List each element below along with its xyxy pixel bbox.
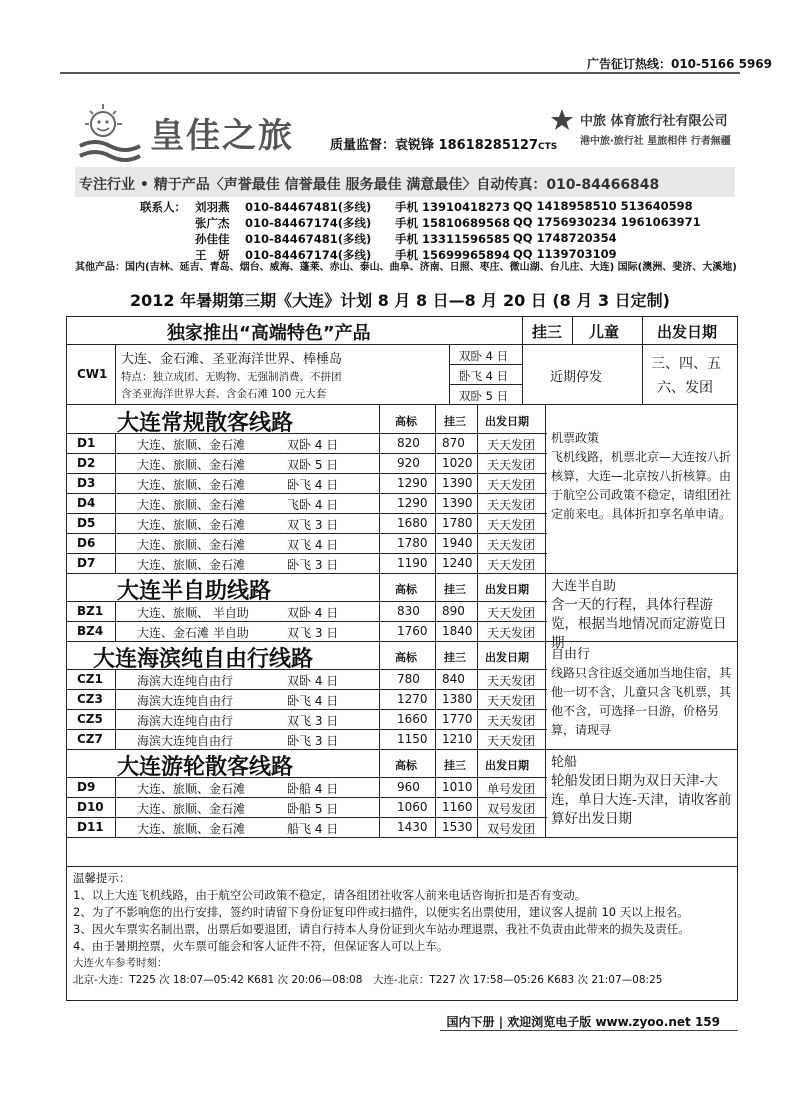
contact-tel: 010-84467481(多线) [245, 232, 372, 246]
contact-name: 孙佳佳 [195, 232, 230, 246]
row-divider [67, 473, 547, 474]
row-guasan: 870 [442, 436, 465, 450]
col-header-date: 出发日期 [485, 583, 529, 596]
row-code: D5 [77, 516, 96, 530]
row-divider [67, 533, 547, 534]
col-divider [115, 669, 116, 689]
section-note: 飞机线路，机票北京—大连按八折核算，大连—北京按八折核算。由于航空公司政策不稳定，请组团社定前来电。具体折扣享名单申请。 [551, 450, 732, 521]
row-route: 大连、旅顺、金石滩 [137, 782, 246, 796]
page-title: 2012 年暑期第三期《大连》计划 8 月 8 日—8 月 20 日 (8 月 3 日定制) [130, 291, 670, 310]
row-high: 1760 [397, 624, 428, 638]
tip-item: 3、因火车票实名制出票，出票后如要退团，请自行持本人身份证到火车站办理退票，我社不负责由此带来的损失及责任。 [73, 922, 690, 936]
col-divider [115, 729, 116, 749]
exclusive-option: 双卧 4 日 [459, 349, 509, 363]
row-code: CZ5 [77, 712, 103, 726]
contact-mobile: 手机 13910418273 [395, 200, 511, 214]
row-route: 大连、金石滩 半自助 [137, 626, 249, 640]
contact-qq: QQ 1139703109 [513, 247, 617, 261]
exclusive-code: CW1 [77, 367, 108, 381]
col-divider [435, 689, 436, 709]
row-divider [67, 689, 547, 690]
exclusive-col-guasan: 挂三 [532, 323, 563, 341]
row-date: 天天发团 [487, 606, 536, 620]
row-high: 960 [397, 780, 420, 794]
page-footer: 国内下册 | 欢迎浏览电子版 www.zyoo.net 159 [446, 1015, 720, 1029]
row-date: 天天发团 [487, 558, 536, 572]
row-high: 1270 [397, 692, 428, 706]
row-date: 天天发团 [487, 714, 536, 728]
col-header-date: 出发日期 [485, 651, 529, 664]
row-guasan: 1010 [442, 780, 473, 794]
col-divider [435, 729, 436, 749]
row-mode: 卧飞 3 日 [287, 734, 339, 748]
row-date: 天天发团 [487, 734, 536, 748]
col-divider [379, 621, 380, 641]
row-divider [67, 729, 547, 730]
contact-mobile: 手机 15810689568 [395, 216, 511, 230]
row-high: 1060 [397, 800, 428, 814]
exclusive-option: 双卧 5 日 [459, 389, 509, 403]
row-route: 大连、旅顺、金石滩 [137, 518, 246, 532]
row-divider [67, 669, 547, 670]
exclusive-includes: 含圣亚海洋世界大套、含金石滩 100 元大套 [121, 388, 327, 400]
col-divider [545, 749, 546, 837]
row-guasan: 1840 [442, 624, 473, 638]
col-divider [449, 344, 450, 404]
row-divider [67, 709, 547, 710]
col-divider [115, 621, 116, 641]
col-divider [477, 453, 478, 473]
col-divider [379, 797, 380, 817]
row-route: 大连、旅顺、金石滩 [137, 802, 246, 816]
row-date: 天天发团 [487, 538, 536, 552]
row-code: D2 [77, 456, 96, 470]
row-divider [67, 433, 547, 434]
col-divider [379, 433, 380, 453]
col-divider [477, 669, 478, 689]
col-divider [435, 453, 436, 473]
row-date: 双号发团 [487, 802, 536, 816]
company-name: 中旅 体育旅行社有限公司 [580, 114, 728, 129]
row-date: 天天发团 [487, 478, 536, 492]
section-title: 大连游轮散客线路 [117, 755, 294, 780]
exclusive-dest: 大连、金石滩、圣亚海洋世界、棒棰岛 [121, 352, 343, 367]
col-divider [477, 817, 478, 837]
col-divider [477, 553, 478, 573]
col-divider [435, 513, 436, 533]
col-divider [379, 709, 380, 729]
col-divider [435, 669, 436, 689]
contact-mobile: 手机 15699965894 [395, 248, 511, 262]
row-code: D3 [77, 476, 96, 490]
contact-tel: 010-84467174(多线) [245, 216, 372, 230]
col-divider [435, 601, 436, 621]
row-mode: 卧飞 4 日 [287, 694, 339, 708]
row-mode: 卧飞 4 日 [287, 478, 339, 492]
col-divider [115, 709, 116, 729]
col-divider [115, 433, 116, 453]
row-mode: 船飞 4 日 [287, 822, 339, 836]
train-dl-bj: 大连-北京：T227 次 17:58—05:26 K683 次 21:07—08:25 [373, 974, 663, 986]
row-guasan: 1380 [442, 692, 473, 706]
col-divider [379, 601, 380, 621]
col-divider [435, 777, 436, 797]
row-mode: 双卧 4 日 [287, 606, 339, 620]
col-divider [435, 817, 436, 837]
row-mode: 卧飞 3 日 [287, 558, 339, 572]
train-bj-dl: 北京-大连：T225 次 18:07—05:42 K681 次 20:06—08:08 [73, 974, 363, 986]
contact-mobile: 手机 13311596585 [395, 232, 511, 246]
col-divider [115, 344, 116, 404]
col-divider [477, 689, 478, 709]
row-date: 天天发团 [487, 518, 536, 532]
row-divider [67, 601, 547, 602]
col-header-date: 出发日期 [485, 759, 529, 772]
col-divider [545, 641, 546, 749]
col-divider [477, 729, 478, 749]
col-divider [379, 729, 380, 749]
exclusive-option: 卧飞 4 日 [459, 369, 509, 383]
col-divider [115, 533, 116, 553]
row-divider [449, 384, 522, 385]
other-products: 其他产品：国内(吉林、延吉、青岛、烟台、威海、蓬莱、赤山、泰山、曲阜、济南、日照、枣庄、微山湖、台儿庄、大连) 国际(澳洲、斐济、大溪地) [75, 262, 737, 273]
col-divider [379, 641, 380, 669]
col-divider [435, 749, 436, 777]
row-date: 单号发团 [487, 782, 536, 796]
row-route: 海滨大连纯自由行 [137, 734, 234, 748]
col-header-high: 高标 [395, 583, 417, 596]
col-divider [522, 317, 523, 344]
row-code: CZ1 [77, 672, 103, 686]
col-divider [115, 453, 116, 473]
row-mode: 双卧 4 日 [287, 674, 339, 688]
row-date: 天天发团 [487, 694, 536, 708]
col-divider [477, 533, 478, 553]
tip-item: 1、以上大连飞机线路，由于航空公司政策不稳定，请各组团社收客人前来电话咨询折扣是否有变动。 [73, 888, 587, 902]
row-date: 天天发团 [487, 626, 536, 640]
col-divider [435, 553, 436, 573]
row-route: 海滨大连纯自由行 [137, 714, 234, 728]
row-divider [67, 404, 737, 405]
col-divider [477, 513, 478, 533]
row-divider [67, 777, 547, 778]
row-code: D1 [77, 436, 96, 450]
col-header-guasan: 挂三 [444, 415, 466, 428]
tip-item: 4、由于暑期控票，火车票可能会和客人证件不符，但保证客人可以上车。 [73, 939, 449, 953]
col-divider [477, 797, 478, 817]
row-divider [67, 553, 547, 554]
exclusive-days-1: 三、四、五 [651, 356, 721, 372]
row-high: 1780 [397, 536, 428, 550]
row-code: D4 [77, 496, 96, 510]
contact-qq: QQ 1756930234 1961063971 [513, 215, 701, 229]
row-date: 天天发团 [487, 458, 536, 472]
row-divider [67, 513, 547, 514]
contact-qq: QQ 1748720354 [513, 231, 617, 245]
row-route: 大连、旅顺、金石滩 [137, 822, 246, 836]
col-header-guasan: 挂三 [444, 651, 466, 664]
col-divider [379, 573, 380, 601]
route-table [66, 316, 738, 867]
col-divider [379, 473, 380, 493]
row-mode: 双飞 4 日 [287, 538, 339, 552]
top-divider [60, 72, 740, 74]
section-note-title: 轮船 [551, 755, 578, 770]
col-divider [115, 777, 116, 797]
col-divider [477, 641, 478, 669]
sun-wave-logo-icon [75, 100, 145, 170]
row-code: D10 [77, 800, 104, 814]
col-divider [642, 317, 643, 344]
star-logo-icon [550, 108, 574, 132]
row-high: 920 [397, 456, 420, 470]
col-divider [545, 573, 546, 641]
section-note-title: 机票政策 [551, 431, 600, 445]
col-divider [379, 533, 380, 553]
col-divider [379, 777, 380, 797]
col-header-high: 高标 [395, 415, 417, 428]
col-divider [115, 817, 116, 837]
col-divider [115, 689, 116, 709]
brand-name: 皇佳之旅 [150, 116, 294, 156]
section-title: 大连半自助线路 [117, 579, 272, 604]
col-divider [435, 533, 436, 553]
section-title: 大连常规散客线路 [117, 411, 294, 436]
col-divider [642, 344, 643, 404]
contact-qq: QQ 1418958510 513640598 [513, 199, 693, 213]
contact-name: 王 妍 [195, 248, 230, 262]
row-route: 大连、旅顺、金石滩 [137, 478, 246, 492]
col-divider [477, 601, 478, 621]
row-high: 1660 [397, 712, 428, 726]
section-note: 线路只含往返交通加当地住宿，其他一切不含，儿童只含飞机票，其他不含，可选择一日游，价格另算，请现寻 [551, 666, 732, 737]
col-divider [115, 553, 116, 573]
row-mode: 卧船 5 日 [287, 802, 339, 816]
row-mode: 双卧 4 日 [287, 438, 339, 452]
row-code: D11 [77, 820, 104, 834]
col-divider [115, 513, 116, 533]
row-divider [67, 493, 547, 494]
row-code: D9 [77, 780, 96, 794]
row-mode: 飞卧 4 日 [287, 498, 339, 512]
row-guasan: 1780 [442, 516, 473, 530]
row-mode: 双飞 3 日 [287, 714, 339, 728]
row-guasan: 1160 [442, 800, 473, 814]
row-guasan: 1940 [442, 536, 473, 550]
col-divider [379, 553, 380, 573]
col-divider [115, 493, 116, 513]
tip-item: 2、为了不影响您的出行安排，签约时请留下身份证复印件或扫描件，以便实名出票使用，建议客人提前 10 天以上报名。 [73, 905, 689, 919]
col-divider [435, 621, 436, 641]
row-route: 海滨大连纯自由行 [137, 694, 234, 708]
col-divider [477, 573, 478, 601]
agency-header [75, 100, 737, 273]
col-divider [115, 601, 116, 621]
row-code: BZ4 [77, 624, 104, 638]
contacts-label: 联系人： [140, 200, 186, 214]
section-note-title: 自由行 [551, 647, 591, 662]
col-header-guasan: 挂三 [444, 759, 466, 772]
row-date: 双号发团 [487, 822, 536, 836]
col-divider [522, 344, 523, 404]
row-code: BZ1 [77, 604, 104, 618]
col-divider [435, 493, 436, 513]
col-divider [435, 709, 436, 729]
col-header-date: 出发日期 [485, 415, 529, 428]
section-note: 轮船发团日期为双日天津-大连，单日大连-天津，请收客前算好出发日期 [551, 773, 732, 827]
col-divider [435, 641, 436, 669]
col-divider [477, 493, 478, 513]
row-route: 海滨大连纯自由行 [137, 674, 234, 688]
row-route: 大连、旅顺、金石滩 [137, 458, 246, 472]
tips-title: 温馨提示： [73, 871, 131, 885]
col-header-high: 高标 [395, 759, 417, 772]
col-divider [379, 405, 380, 433]
row-high: 830 [397, 604, 420, 618]
section-divider [67, 837, 737, 838]
col-divider [477, 749, 478, 777]
row-guasan: 1210 [442, 732, 473, 746]
contact-name: 刘羽燕 [195, 200, 230, 214]
row-divider [67, 621, 547, 622]
exclusive-col-child: 儿童 [589, 323, 620, 341]
col-divider [435, 573, 436, 601]
row-guasan: 890 [442, 604, 465, 618]
exclusive-status: 近期停发 [550, 370, 603, 385]
section-title: 大连海滨纯自由行线路 [93, 647, 314, 672]
row-date: 天天发团 [487, 438, 536, 452]
col-divider [379, 669, 380, 689]
row-high: 780 [397, 672, 420, 686]
row-mode: 双卧 5 日 [287, 458, 339, 472]
col-header-guasan: 挂三 [444, 583, 466, 596]
row-high: 820 [397, 436, 420, 450]
col-divider [379, 493, 380, 513]
exclusive-days-2: 六、发团 [657, 380, 713, 396]
col-divider [379, 453, 380, 473]
row-code: CZ7 [77, 732, 103, 746]
col-divider [435, 405, 436, 433]
row-guasan: 1390 [442, 496, 473, 510]
row-route: 大连、旅顺、 半自助 [137, 606, 249, 620]
row-mode: 双飞 3 日 [287, 626, 339, 640]
bottom-divider [440, 1030, 738, 1031]
row-guasan: 1390 [442, 476, 473, 490]
tagline: 专注行业 • 精于产品〈声誉最佳 信誉最佳 服务最佳 满意最佳〉自动传真：010-84466848 [79, 177, 660, 193]
col-divider [435, 797, 436, 817]
travel-tips [66, 867, 738, 1001]
col-divider [435, 433, 436, 453]
col-divider [477, 473, 478, 493]
exclusive-features: 特点：独立成团、无购物、无强制消费、不拼团 [121, 371, 342, 383]
row-divider [449, 364, 522, 365]
col-divider [545, 405, 546, 573]
exclusive-col-depart: 出发日期 [657, 323, 718, 341]
col-divider [379, 689, 380, 709]
row-divider [67, 453, 547, 454]
col-divider [477, 621, 478, 641]
row-guasan: 840 [442, 672, 465, 686]
row-mode: 双飞 3 日 [287, 518, 339, 532]
row-guasan: 1530 [442, 820, 473, 834]
row-high: 1430 [397, 820, 428, 834]
row-divider [67, 797, 547, 798]
cts-mark: CTS [538, 142, 558, 152]
row-divider [67, 817, 547, 818]
row-guasan: 1770 [442, 712, 473, 726]
row-route: 大连、旅顺、金石滩 [137, 538, 246, 552]
row-mode: 卧船 4 日 [287, 782, 339, 796]
col-divider [572, 317, 573, 344]
contact-name: 张广杰 [195, 216, 230, 230]
col-divider [477, 405, 478, 433]
contact-tel: 010-84467174(多线) [245, 248, 372, 262]
train-title: 大连火车参考时刻： [73, 957, 168, 969]
row-date: 天天发团 [487, 674, 536, 688]
col-divider [477, 709, 478, 729]
col-divider [477, 433, 478, 453]
row-high: 1290 [397, 496, 428, 510]
company-subname: 港中旅·旅行社 星旅相伴 行者無疆 [580, 136, 731, 147]
col-divider [435, 473, 436, 493]
col-divider [379, 749, 380, 777]
row-guasan: 1240 [442, 556, 473, 570]
col-header-high: 高标 [395, 651, 417, 664]
col-divider [379, 513, 380, 533]
row-high: 1190 [397, 556, 428, 570]
row-code: CZ3 [77, 692, 103, 706]
row-code: D6 [77, 536, 96, 550]
row-guasan: 1020 [442, 456, 473, 470]
section-note: 含一天的行程，具体行程游览，根据当地情况而定游览日期 [551, 597, 727, 651]
row-route: 大连、旅顺、金石滩 [137, 558, 246, 572]
ad-hotline: 广告征订热线：010-5166 5969 [586, 57, 772, 71]
row-code: D7 [77, 556, 96, 570]
exclusive-heading: 独家推出“高端特色”产品 [167, 323, 371, 344]
row-route: 大连、旅顺、金石滩 [137, 498, 246, 512]
contact-tel: 010-84467481(多线) [245, 200, 372, 214]
quality-supervisor: 质量监督：袁锐锋 18618285127CTS [330, 138, 558, 153]
section-note-title: 大连半自助 [551, 579, 617, 594]
col-divider [115, 473, 116, 493]
row-high: 1680 [397, 516, 428, 530]
row-high: 1150 [397, 732, 428, 746]
row-high: 1290 [397, 476, 428, 490]
row-date: 天天发团 [487, 498, 536, 512]
col-divider [477, 777, 478, 797]
row-route: 大连、旅顺、金石滩 [137, 438, 246, 452]
col-divider [115, 797, 116, 817]
col-divider [379, 817, 380, 837]
